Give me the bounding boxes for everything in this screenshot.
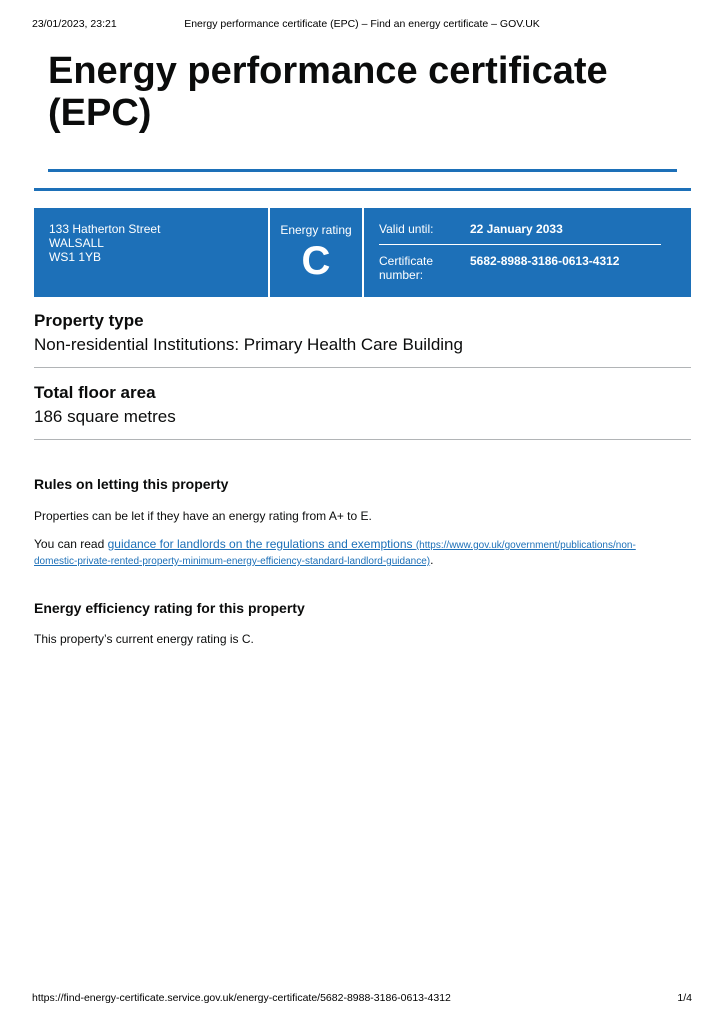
floor-area-divider [34,439,691,440]
property-address [34,208,268,297]
certificate-number-label: Certificate number: [379,254,434,282]
print-footer [32,992,692,1006]
floor-area-heading: Total floor area [34,383,156,402]
guidance-paragraph [34,537,674,569]
energy-rating-label: Energy rating [280,223,352,237]
property-type-heading: Property type [34,311,144,330]
address-line-3: WS1 1YB [49,250,102,264]
guidance-link-text: guidance for landlords on the regulations and exemptions [107,537,413,551]
property-type-divider [34,367,691,368]
print-datetime: 23/01/2023, 23:21 [32,18,117,30]
floor-area-value: 186 square metres [34,407,176,426]
energy-rating-letter: C [301,239,331,283]
guidance-link-url-line-1: (https://www.gov.uk/government/publications/non- [415,540,636,551]
property-type-value: Non-residential Institutions: Primary Health Care Building [34,335,463,354]
print-header [32,18,692,32]
certificate-details-separator [379,244,661,245]
valid-until-value: 22 January 2033 [470,222,563,236]
guidance-prefix: You can read [34,537,108,551]
efficiency-rating-paragraph: This property’s current energy rating is C. [34,632,254,646]
energy-rating-box [270,208,362,297]
letting-rules-paragraph: Properties can be let if they have an energy rating from A+ to E. [34,509,372,523]
section-divider [34,188,691,191]
print-url: https://find-energy-certificate.service.gov.uk/energy-certificate/5682-8988-3186-0613-4312 [32,992,451,1004]
guidance-link[interactable] [34,537,636,567]
address-line-2: WALSALL [49,236,104,250]
efficiency-rating-heading: Energy efficiency rating for this property [34,600,305,616]
certificate-number-value: 5682-8988-3186-0613-4312 [470,254,620,268]
guidance-suffix: . [430,553,434,567]
valid-until-label: Valid until: [379,222,434,236]
certificate-details [364,208,691,297]
title-underline [48,169,677,172]
guidance-link-url-line-2: domestic-private-rented-property-minimum-energy-efficiency-standard-landlord-guidance) [34,556,431,567]
certificate-summary [34,208,691,297]
letting-rules-heading: Rules on letting this property [34,476,229,492]
print-page-title: Energy performance certificate (EPC) – Find an energy certificate – GOV.UK [184,18,540,30]
page-title: Energy performance certificate (EPC) [48,50,608,134]
address-line-1: 133 Hatherton Street [49,222,161,236]
page-number: 1/4 [677,992,692,1004]
